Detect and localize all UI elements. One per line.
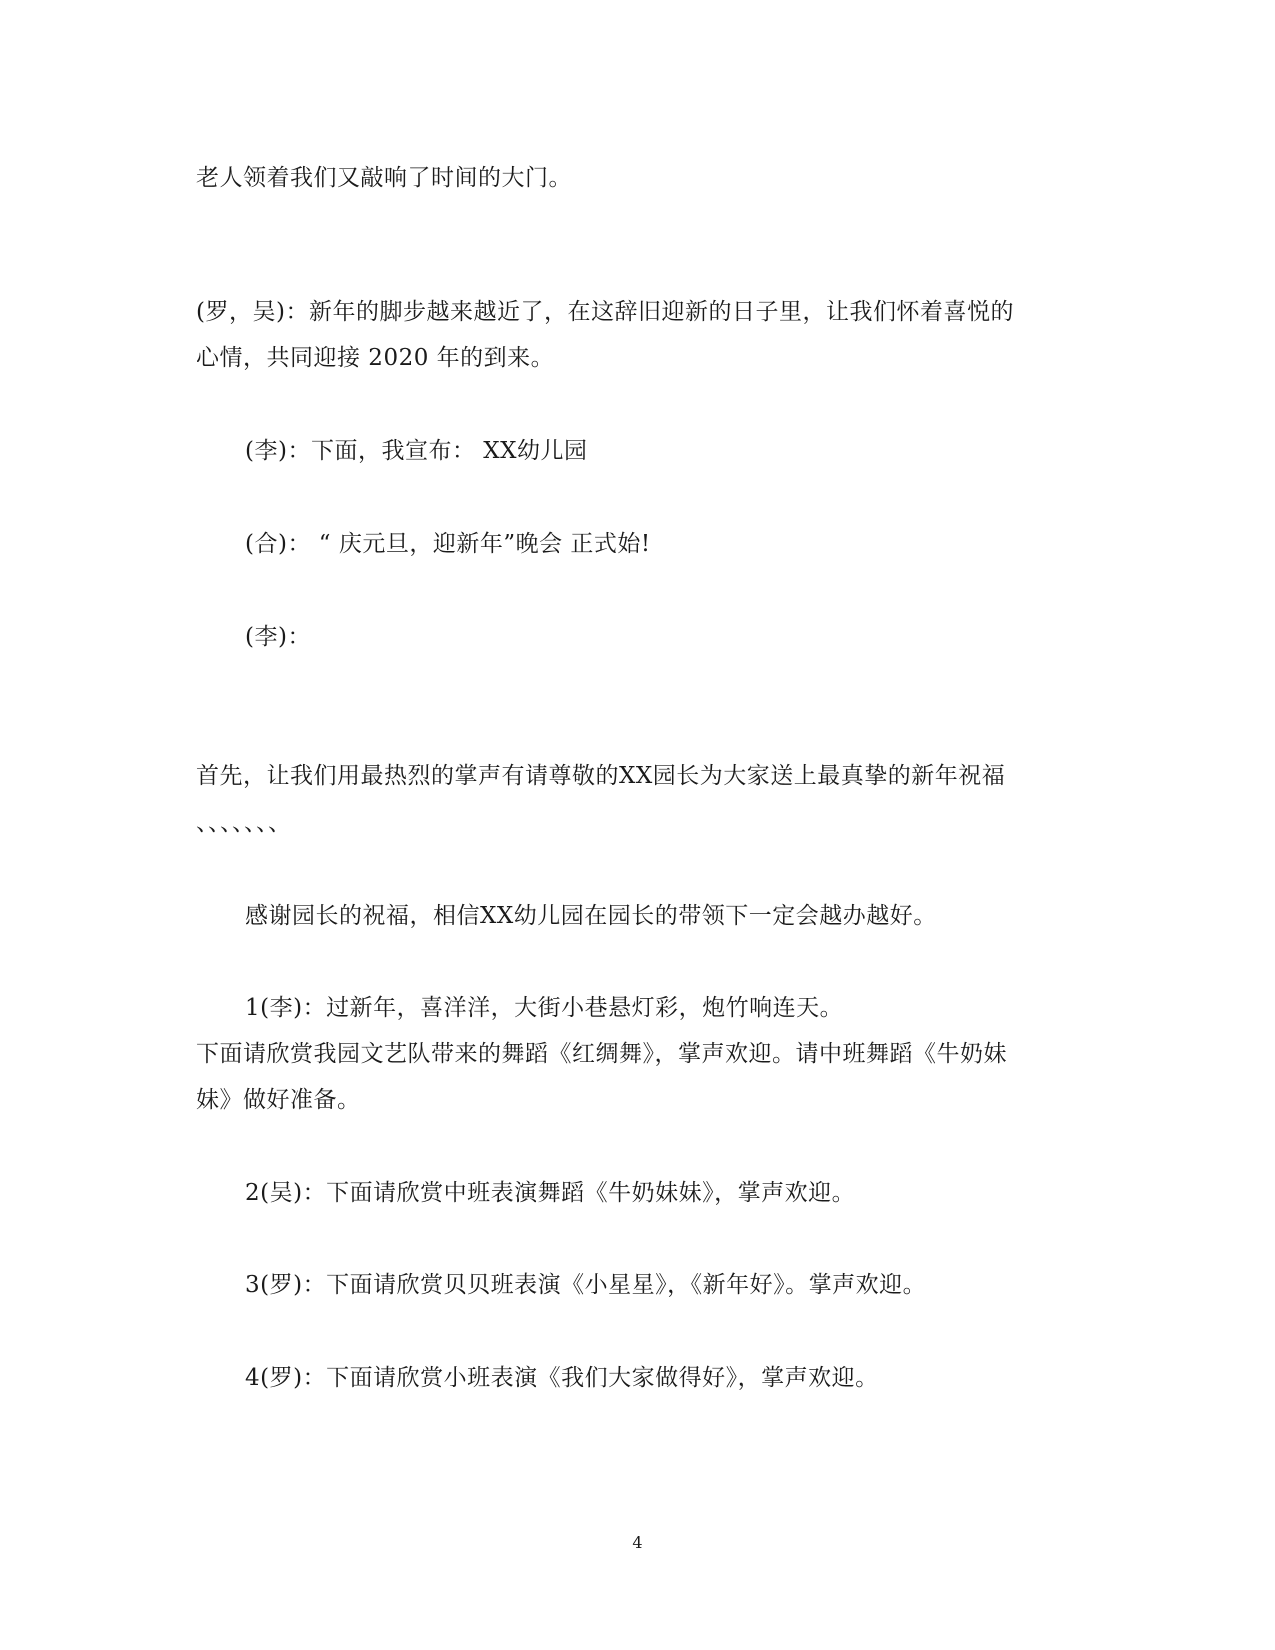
paragraph-line: 4(罗)：下面请欣赏小班表演《我们大家做得好》，掌声欢迎。 <box>245 1365 879 1391</box>
paragraph-line: 2(吴)：下面请欣赏中班表演舞蹈《牛奶妹妹》，掌声欢迎。 <box>245 1180 856 1206</box>
paragraph-line: 妹》做好准备。 <box>196 1087 361 1113</box>
paragraph-line: 老人领着我们又敲响了时间的大门。 <box>196 165 572 191</box>
paragraph-line: 下面请欣赏我园文艺队带来的舞蹈《红绸舞》，掌声欢迎。请中班舞蹈《牛奶妹 <box>196 1041 1007 1067</box>
paragraph-line: 3(罗)：下面请欣赏贝贝班表演《小星星》，《新年好》。掌声欢迎。 <box>245 1272 927 1298</box>
paragraph-line: 首先，让我们用最热烈的掌声有请尊敬的XX园长为大家送上最真挚的新年祝福 <box>196 763 1006 789</box>
paragraph-line: (李)： <box>245 624 311 650</box>
page-number: 4 <box>632 1533 643 1552</box>
paragraph-line: 心情，共同迎接 2020 年的到来。 <box>196 345 555 371</box>
paragraph-line: (合)： “ 庆元旦，迎新年”晚会 正式始! <box>245 531 651 557</box>
paragraph-line: 感谢园长的祝福，相信XX幼儿园在园长的带领下一定会越办越好。 <box>245 903 937 929</box>
paragraph-line: 1(李)：过新年，喜洋洋，大街小巷悬灯彩，炮竹响连天。 <box>245 995 844 1021</box>
paragraph-line: 、、、、、、、 <box>196 810 292 836</box>
paragraph-line: (罗，吴)：新年的脚步越来越近了，在这辞旧迎新的日子里，让我们怀着喜悦的 <box>196 299 1014 325</box>
paragraph-line: (李)：下面，我宣布： XX幼儿园 <box>245 438 588 464</box>
